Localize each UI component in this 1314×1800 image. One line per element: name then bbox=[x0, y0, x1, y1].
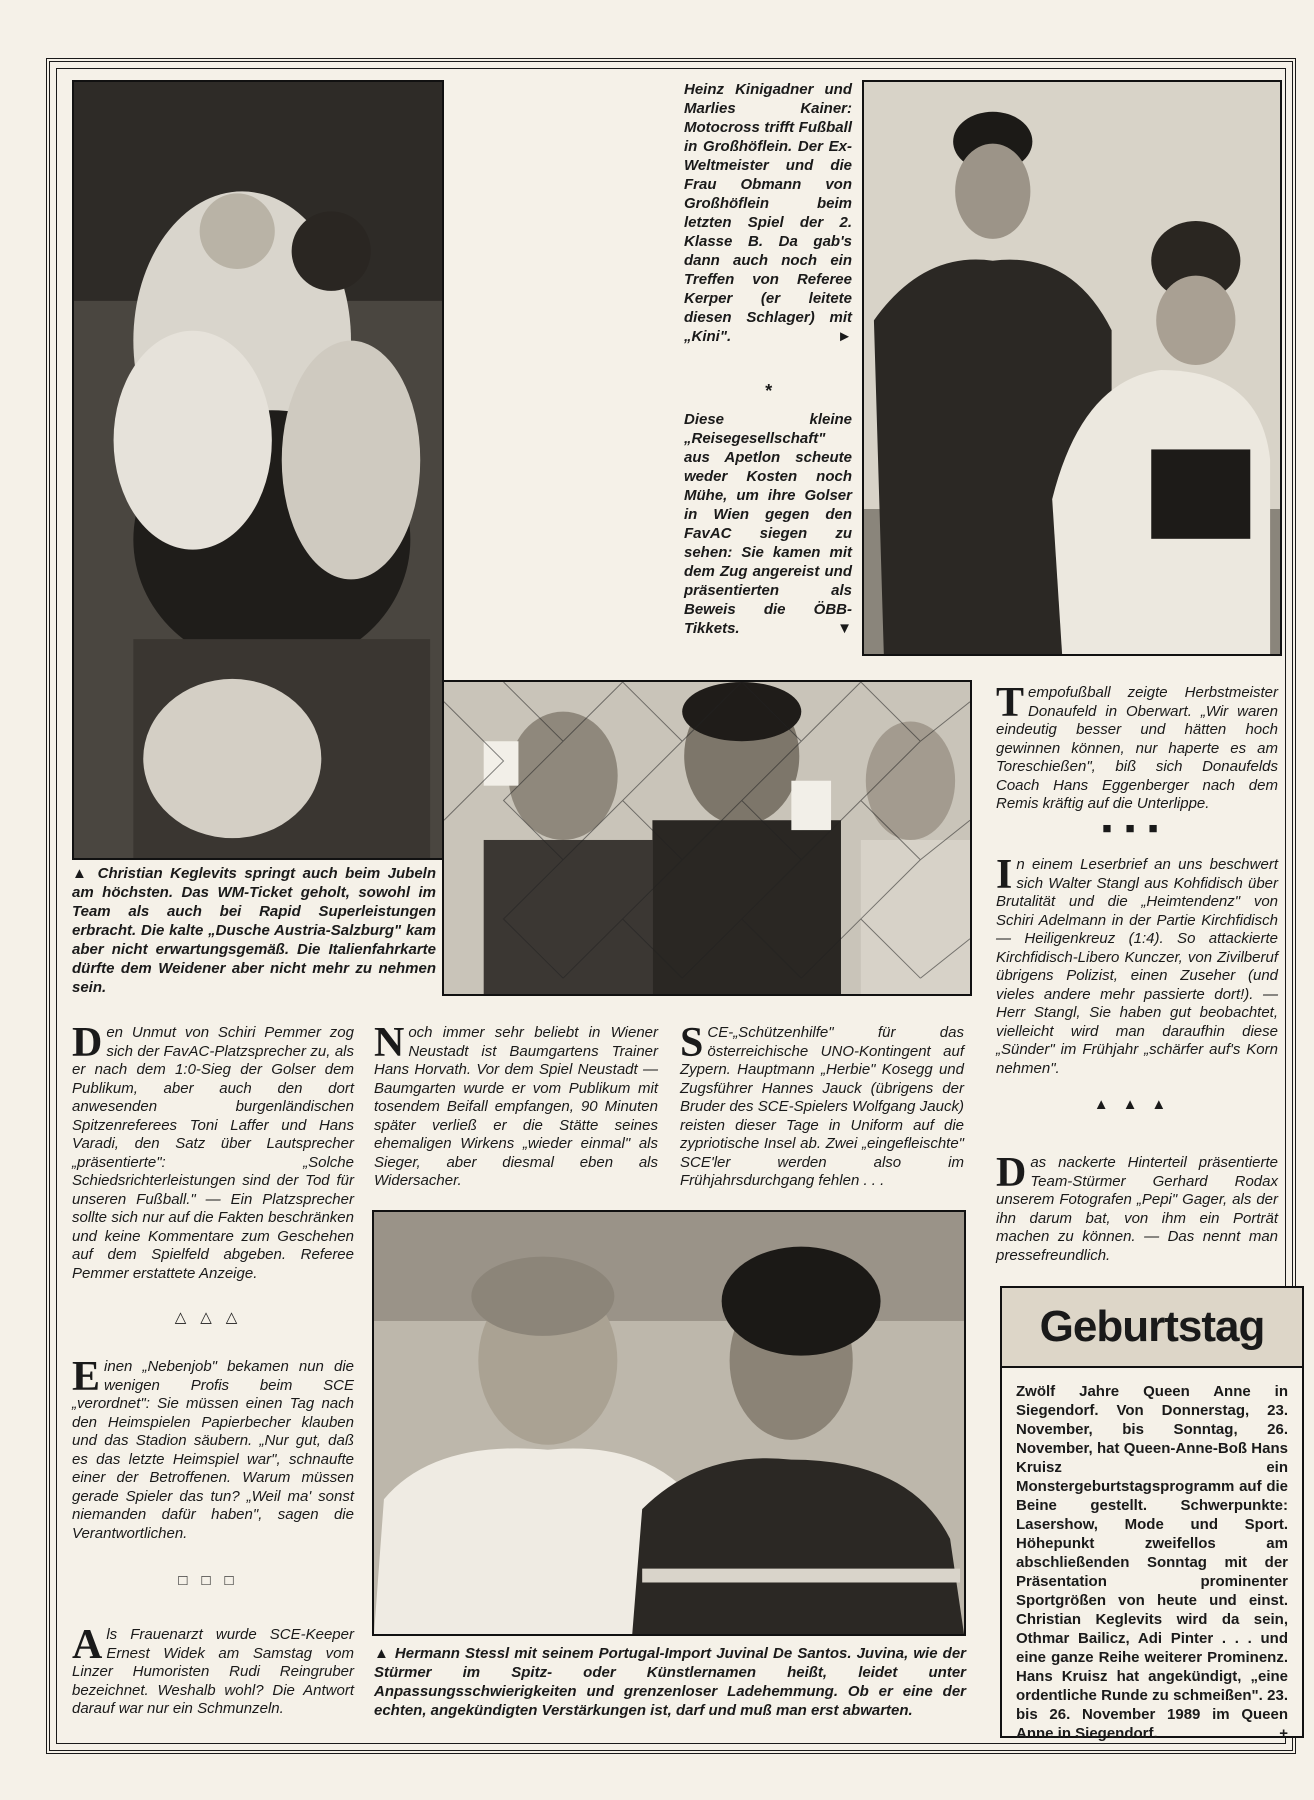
dropcap: S bbox=[680, 1020, 704, 1066]
kinigadner-photo bbox=[862, 80, 1282, 656]
dropcap: A bbox=[72, 1622, 103, 1668]
article-text: en Unmut von Schiri Pemmer zog sich der FavAC-Platzsprecher zu, als er nach dem 1:0-Sieg der Golser dem Publikum, aber auch den dort anwesenden burgenländischen Spitzenreferees Toni Laffer und Hans Varadi, den Satz über Lautsprecher „präsentierte": „Solche Schiedsrichterleistungen sind der Tod für unseren Fußball." — Ein Platzsprecher sollte sich nur auf die Fakten beschränken und keine Kommentare zum Geschehen auf dem Spielfeld abgeben. Referee Pemmer erstattete Anzeige. bbox=[72, 1024, 354, 1282]
triangle-up-icon: ▲ bbox=[374, 1645, 390, 1662]
stessl-caption-text: Hermann Stessl mit seinem Portugal-Import Juvinal De Santos. Juvina, wie der Stürmer im Spitz- oder Künstlernamen heißt, leidet unter Anpassungsschwierigkeiten und grenzenloser Ladehemmung. Ob er eine der echten, angekündigten Verstärkungen ist, darf und muß man erst abwarten. bbox=[374, 1645, 966, 1719]
dropcap: E bbox=[72, 1354, 101, 1400]
article-rodax bbox=[996, 1150, 1278, 1265]
triangle-up-icon: ▲ bbox=[72, 865, 91, 882]
arrow-right-icon: ► bbox=[837, 328, 852, 345]
end-mark-icon: + bbox=[1279, 1725, 1288, 1742]
celebration-photo bbox=[72, 80, 444, 860]
geburtstag-box bbox=[1000, 1286, 1304, 1742]
article-widek bbox=[72, 1622, 354, 1719]
article-text: n einem Leserbrief an uns beschwert sich Walter Stangl aus Kohfidisch über Brutalität und die „Heimtendenz" von Schiri Adelmann in der Partie Kirchfidisch — Heiligenkreuz (1:4). So attackierte Kirchfidisch-Libero Kunczer, von Zivilberuf übrigens Polizist, einen Zuseher (und vieles andere mehr passierte dort!). — Herr Stangl, Sie haben gut beobachtet, vielleicht wird man daraufhin diese „Sünder" im Frühjahr „schärfer auf's Korn nehmen". bbox=[996, 856, 1278, 1077]
kinigadner-caption bbox=[684, 80, 852, 346]
article-text: och immer sehr beliebt in Wiener Neustadt ist Baumgartens Trainer Hans Horvath. Vor dem Spiel Neustadt — Baumgarten wurde er vom Publikum mit tosendem Beifall empfangen, 90 Minuten später verließ er die Stätte seines ehemaligen Wirkens „wieder einmal" als Sieger, aber diesmal eben als Widersacher. bbox=[374, 1024, 658, 1189]
dropcap: N bbox=[374, 1020, 405, 1066]
fans-caption bbox=[684, 410, 852, 638]
article-text: empofußball zeigte Herbstmeister Donaufeld in Oberwart. „Wir waren eindeutig besser und hätten hoch gewinnen können, nur haperte es am Toreschießen", biß sich Donaufelds Coach Hans Eggenberger nach dem Remis kräftig auf die Unterlippe. bbox=[996, 684, 1278, 812]
article-text: as nackerte Hinterteil präsentierte Team-Stürmer Gerhard Rodax unserem Fotografen „Pepi" Gager, als der ihn darum bat, von ihm ein Porträt machen zu können. — Das nennt man pressefreundlich. bbox=[996, 1154, 1278, 1264]
dropcap: D bbox=[996, 1150, 1027, 1196]
fans-caption-text: Diese kleine „Reisegesellschaft" aus Apetlon scheute weder Kosten noch Mühe, um ihre Golser in Wien gegen den FavAC siegen zu sehen: Sie kamen mit dem Zug angereist und präsentierten als Beweis die ÖBB-Tikkets. bbox=[684, 411, 852, 637]
arrow-down-icon: ▼ bbox=[837, 620, 852, 637]
article-text: CE-„Schützenhilfe" für das österreichische UNO-Kontingent auf Zypern. Hauptmann „Herbie" Kosegg und Zugsführer Hannes Jauck (übrigens der Bruder des SCE-Spielers Wolfgang Jauck) reisten dieser Tage in Uniform auf die zypriotische Insel ab. Zwei „eingefleischte" SCE'ler werden also im Frühjahrsdurchgang fehlen . . . bbox=[680, 1024, 964, 1189]
ornament-triangles-filled: ▲▲▲ bbox=[1093, 1096, 1181, 1113]
article-donaufeld bbox=[996, 680, 1278, 814]
asterisk-separator: * bbox=[764, 381, 772, 401]
kinigadner-caption-text: Heinz Kinigadner und Marlies Kainer: Motocross trifft Fußball in Großhöflein. Der Ex-Weltmeister und die Frau Obmann von Großhöflein beim letzten Spiel der 2. Klasse B. Da gab's dann auch noch ein Treffen von Referee Kerper (er leitete diesen Schlager) mit „Kini". bbox=[684, 81, 852, 345]
article-pemmer bbox=[72, 1020, 354, 1283]
dropcap: I bbox=[996, 852, 1013, 898]
dropcap: T bbox=[996, 680, 1025, 726]
stessl-caption bbox=[374, 1644, 966, 1720]
article-stangl bbox=[996, 852, 1278, 1078]
ornament-triangles-open: △△△ bbox=[174, 1309, 252, 1326]
keglevits-caption bbox=[72, 864, 436, 997]
ornament-squares-filled: ■■■ bbox=[1102, 820, 1172, 837]
geburtstag-text bbox=[1002, 1368, 1302, 1743]
article-text: inen „Nebenjob" bekamen nun die wenigen Profis beim SCE „verordnet": Sie müssen einen Tag nach den Heimspielen Papierbecher klauben und das Stadion säubern. „Nur gut, daß es das letzte Heimspiel war", schnaufte einer der Betroffenen. Warum müssen gerade Spieler das tun? „Weil ma' sonst niemanden dafür haben", sagen die Verantwortlichen. bbox=[72, 1358, 354, 1542]
article-nebenjob bbox=[72, 1354, 354, 1543]
dropcap: D bbox=[72, 1020, 103, 1066]
geburtstag-title: Geburtstag bbox=[1002, 1288, 1302, 1368]
article-text: ls Frauenarzt wurde SCE-Keeper Ernest Widek am Samstag vom Linzer Humoristen Rudi Reingruber bezeichnet. Weshalb wohl? Die Antwort darauf war nur ein Schmunzeln. bbox=[72, 1626, 354, 1717]
article-horvath bbox=[374, 1020, 658, 1191]
keglevits-caption-text: Christian Keglevits springt auch beim Jubeln am höchsten. Das WM-Ticket geholt, sowohl im Team als auch bei Rapid Superleistungen erbracht. Die kalte „Dusche Austria-Salzburg" kam aber nicht erwartungsgemäß. Die Italienfahrkarte dürfte dem Weidener aber nicht mehr zu nehmen sein. bbox=[72, 865, 436, 996]
fans-photo bbox=[442, 680, 972, 996]
geburtstag-body: Zwölf Jahre Queen Anne in Siegendorf. Von Donnerstag, 23. November, bis Sonntag, 26. November, hat Queen-Anne-Boß Hans Kruisz ein Monstergeburtstagsprogramm auf die Beine gestellt. Schwerpunkte: Lasershow, Mode und Sport. Höhepunkt zweifellos am abschließenden Sonntag mit der Präsentation prominenter Sportgrößen von heute und einst. Christian Keglevits wird da sein, Othmar Bailicz, Adi Pinter . . . und eine ganze Reihe weiterer Prominenz. Hans Kruisz hat angekündigt, „eine ordentliche Runde zu schmeißen". 23. bis 26. November 1989 im Queen Anne in Siegendorf. bbox=[1016, 1383, 1288, 1742]
article-jauck bbox=[680, 1020, 964, 1191]
ornament-squares-open: □□□ bbox=[178, 1572, 248, 1589]
stessl-photo bbox=[372, 1210, 966, 1636]
